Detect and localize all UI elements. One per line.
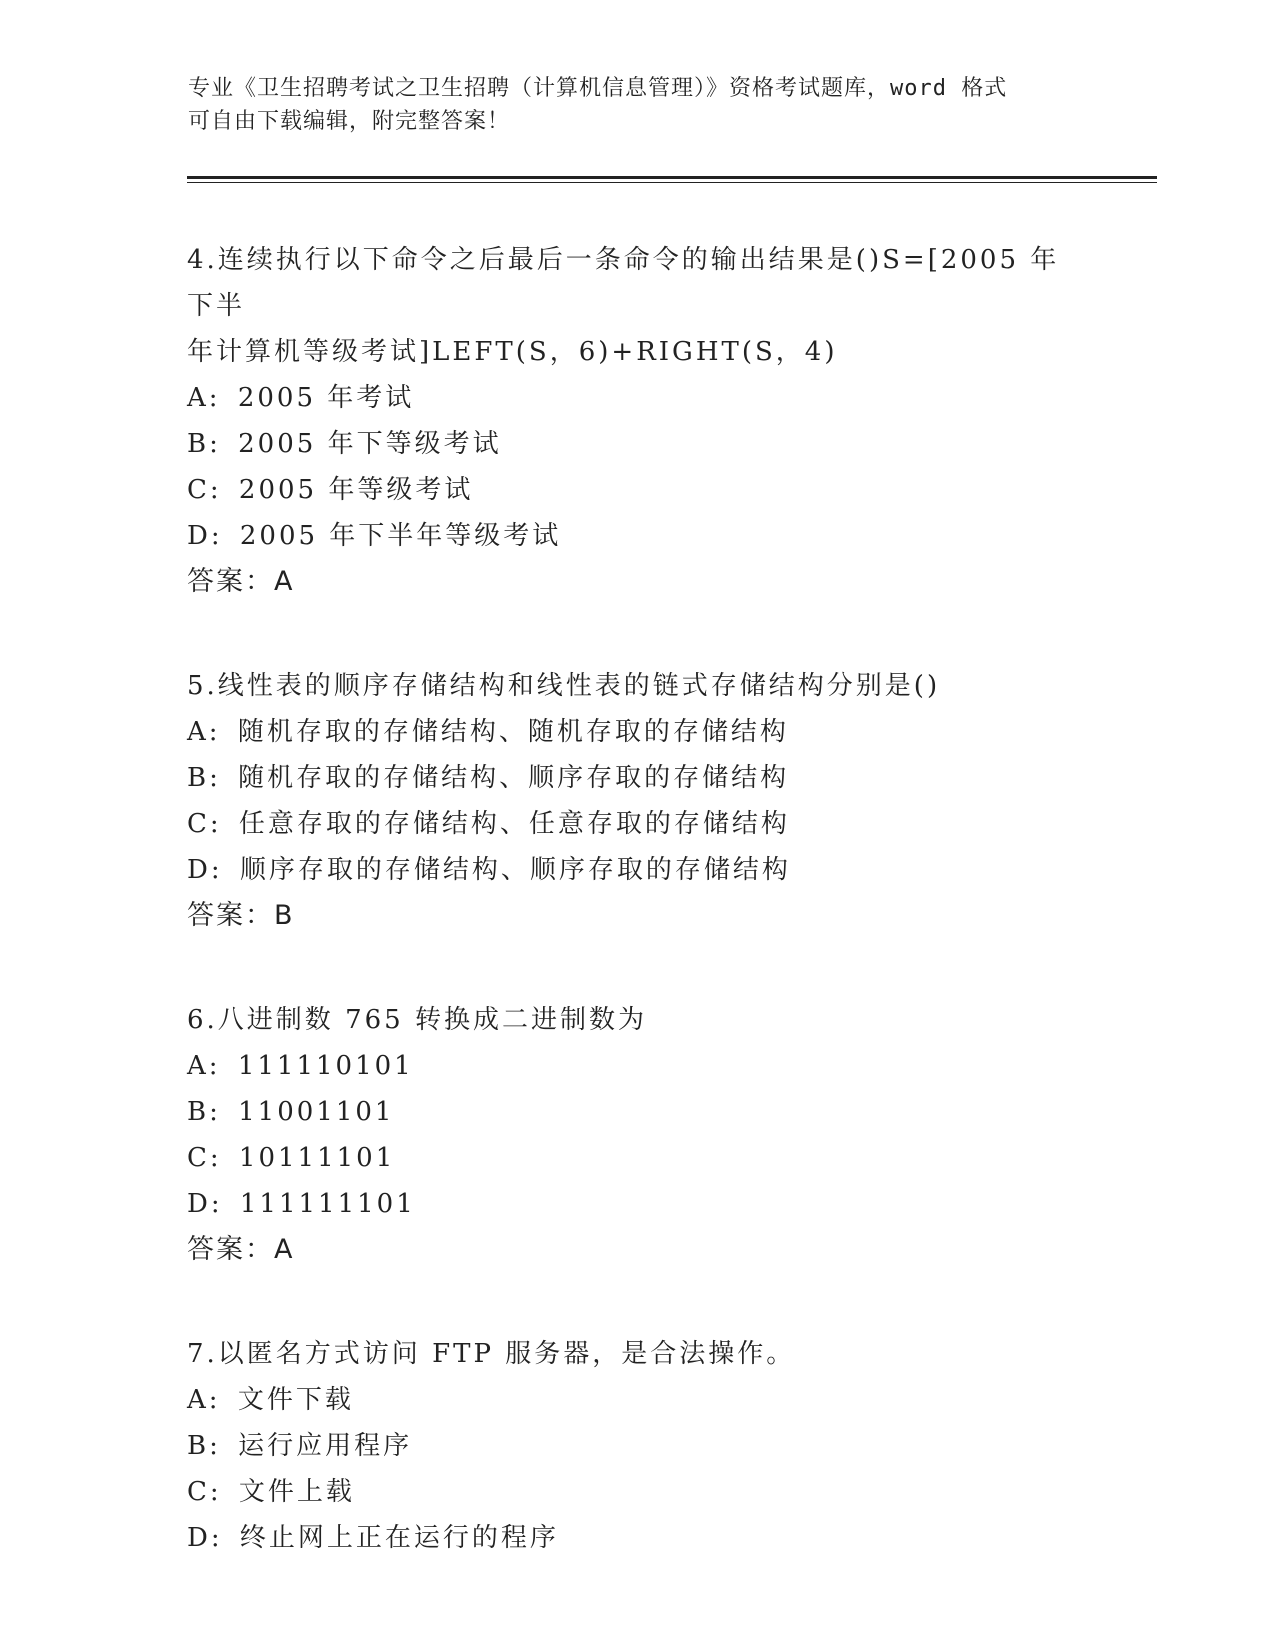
question-5-option-b: [187, 755, 1087, 801]
question-7-option-c: [187, 1469, 1087, 1515]
question-5-text: 5.线性表的顺序存储结构和线性表的链式存储结构分别是(): [187, 671, 941, 701]
option-text: 111111101: [239, 1189, 416, 1219]
question-5: [187, 663, 1087, 939]
option-label: D:: [187, 1523, 223, 1553]
question-list: [187, 237, 1087, 1619]
question-7: [187, 1331, 1087, 1561]
option-label: B:: [187, 763, 221, 793]
question-6-option-b: [187, 1089, 1087, 1135]
question-4-option-a: [187, 375, 1087, 421]
option-text: 2005 年下等级考试: [238, 429, 502, 459]
question-4-text: [187, 237, 1087, 375]
header-line-1: 专业《卫生招聘考试之卫生招聘（计算机信息管理）》资格考试题库，word 格式: [188, 76, 1008, 101]
option-label: A:: [187, 383, 221, 413]
question-5-answer: 答案：B: [187, 900, 295, 931]
option-label: C:: [187, 1143, 222, 1173]
question-7-option-b: [187, 1423, 1087, 1469]
question-6-option-d: [187, 1181, 1087, 1227]
question-4: [187, 237, 1087, 605]
question-6-option-c: [187, 1135, 1087, 1181]
option-text: 文件下载: [237, 1385, 354, 1415]
option-text: 2005 年考试: [237, 383, 415, 413]
option-label: B:: [187, 429, 221, 459]
option-label: C:: [187, 809, 222, 839]
question-6: [187, 997, 1087, 1273]
question-5-option-c: [187, 801, 1087, 847]
option-text: 2005 年下半年等级考试: [239, 521, 562, 551]
question-5-option-d: [187, 847, 1087, 893]
option-text: 文件上载: [238, 1477, 355, 1507]
question-6-option-a: [187, 1043, 1087, 1089]
question-4-option-d: [187, 513, 1087, 559]
document-header: [188, 72, 1088, 138]
option-label: B:: [187, 1431, 221, 1461]
option-label: D:: [187, 855, 223, 885]
option-label: B:: [187, 1097, 221, 1127]
option-label: C:: [187, 475, 222, 505]
header-divider-thick: [187, 176, 1157, 179]
option-text: 运行应用程序: [238, 1431, 413, 1461]
header-divider-thin: [187, 182, 1157, 183]
option-text: 随机存取的存储结构、顺序存取的存储结构: [238, 763, 790, 793]
option-label: A:: [187, 1051, 221, 1081]
question-4-answer: 答案：A: [187, 566, 295, 597]
header-line-2: 可自由下载编辑，附完整答案！: [188, 109, 511, 134]
option-label: D:: [187, 1189, 223, 1219]
option-label: A:: [187, 717, 221, 747]
question-4-text-line-2: 年计算机等级考试]LEFT(S，6)+RIGHT(S，4): [187, 337, 838, 367]
option-text: 顺序存取的存储结构、顺序存取的存储结构: [239, 855, 791, 885]
question-4-text-line-1: 4.连续执行以下命令之后最后一条命令的输出结果是()S=[2005 年下半: [187, 245, 1060, 321]
option-label: A:: [187, 1385, 221, 1415]
option-text: 2005 年等级考试: [238, 475, 474, 505]
question-5-option-a: [187, 709, 1087, 755]
option-text: 终止网上正在运行的程序: [239, 1523, 559, 1553]
question-6-text: 6.八进制数 765 转换成二进制数为: [187, 1005, 647, 1035]
question-4-option-b: [187, 421, 1087, 467]
option-text: 任意存取的存储结构、任意存取的存储结构: [238, 809, 790, 839]
option-text: 10111101: [238, 1143, 396, 1173]
option-label: D:: [187, 521, 223, 551]
question-7-option-a: [187, 1377, 1087, 1423]
option-text: 11001101: [238, 1097, 395, 1127]
question-6-answer: 答案：A: [187, 1234, 295, 1265]
question-4-option-c: [187, 467, 1087, 513]
option-label: C:: [187, 1477, 222, 1507]
option-text: 111110101: [237, 1051, 414, 1081]
question-7-option-d: [187, 1515, 1087, 1561]
question-7-text: 7.以匿名方式访问 FTP 服务器，是合法操作。: [187, 1339, 796, 1369]
option-text: 随机存取的存储结构、随机存取的存储结构: [237, 717, 789, 747]
